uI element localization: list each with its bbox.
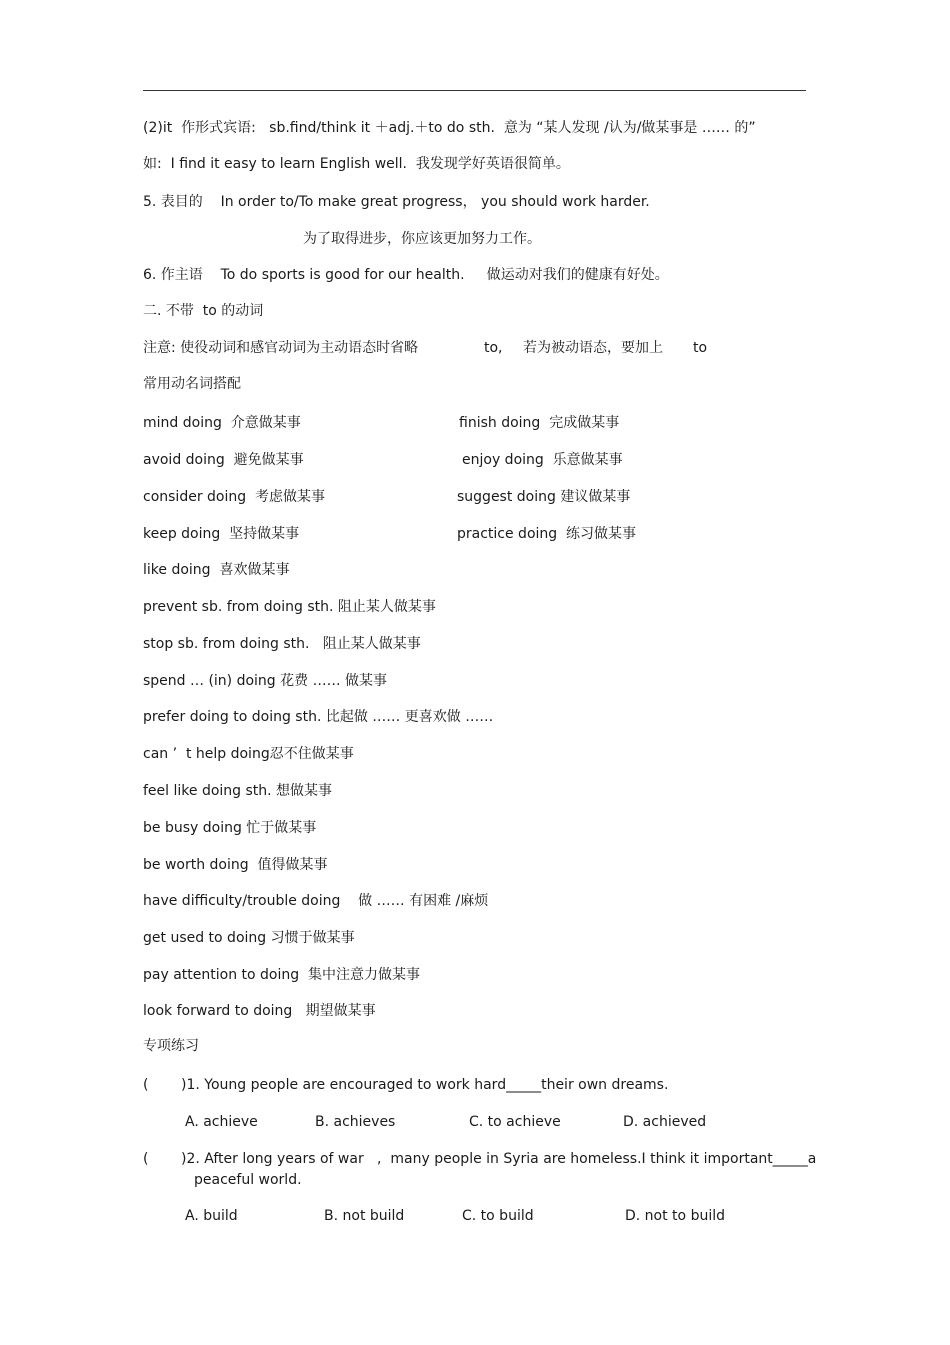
example-line: [143, 155, 570, 173]
phrase-text: finish doing 完成做某事: [459, 415, 620, 431]
question-paren[interactable]: [143, 1150, 148, 1168]
pair-left: [143, 414, 301, 432]
phrase-text: prevent sb. from doing sth. 阻止某人做某事: [143, 599, 436, 615]
option-text[interactable]: B. achieves: [315, 1114, 396, 1130]
question-text: )1. Young people are encouraged to work hard_____their own dreams.: [181, 1077, 669, 1093]
option[interactable]: [469, 1113, 561, 1131]
phrase-line: [143, 561, 289, 579]
line-text: 二. 不带 to 的动词: [143, 303, 264, 319]
phrase-line: [143, 892, 488, 910]
phrase-text: prefer doing to doing sth. 比起做 …… 更喜欢做 ……: [143, 709, 494, 725]
phrase-text: mind doing 介意做某事: [143, 415, 301, 431]
option-text[interactable]: B. not build: [324, 1208, 405, 1224]
phrase-line: [143, 966, 420, 984]
phrase-line: [143, 929, 355, 947]
phrase-text: avoid doing 避免做某事: [143, 452, 304, 468]
option[interactable]: [185, 1207, 238, 1225]
note-line-b: [484, 339, 503, 357]
phrase-text: consider doing 考虑做某事: [143, 489, 326, 505]
gerund-heading: [143, 375, 241, 393]
phrase-text: spend … (in) doing 花费 …… 做某事: [143, 673, 388, 689]
option[interactable]: [462, 1207, 534, 1225]
phrase-text: enjoy doing 乐意做某事: [462, 452, 623, 468]
option-text[interactable]: D. achieved: [623, 1114, 707, 1130]
phrase-text: suggest doing 建议做某事: [457, 489, 631, 505]
line-text: 专项练习: [143, 1038, 199, 1054]
phrase-line: [143, 708, 493, 726]
phrase-text: look forward to doing 期望做某事: [143, 1003, 376, 1019]
phrase-text: feel like doing sth. 想做某事: [143, 783, 333, 799]
option-text[interactable]: A. build: [185, 1208, 238, 1224]
note-line: [143, 339, 418, 357]
option[interactable]: [185, 1113, 258, 1131]
question-stem-continued: [194, 1171, 302, 1189]
line-text: 6. 作主语 To do sports is good for our health. 做运动对我们的健康有好处。: [143, 267, 669, 283]
note-part: 注意: 使役动词和感官动词为主动语态时省略: [143, 340, 419, 356]
phrase-line: [143, 635, 421, 653]
pair-left: [143, 525, 299, 543]
pair-left: [143, 451, 304, 469]
phrase-text: stop sb. from doing sth. 阻止某人做某事: [143, 636, 421, 652]
purpose-translation-line: [303, 230, 541, 248]
purpose-line: [143, 193, 650, 211]
option[interactable]: [623, 1113, 706, 1131]
line-text: 5. 表目的 In order to/To make great progress， you should work harder.: [143, 194, 650, 210]
line-text: 常用动名词搭配: [143, 376, 241, 392]
phrase-text: pay attention to doing 集中注意力做某事: [143, 967, 421, 983]
note-part: to: [693, 340, 708, 356]
pair-right: [457, 525, 636, 543]
phrase-line: [143, 598, 436, 616]
phrase-text: have difficulty/trouble doing 做 …… 有困难 /麻烦: [143, 893, 489, 909]
phrase-line: [143, 856, 328, 874]
phrase-text: keep doing 坚持做某事: [143, 526, 300, 542]
practice-heading: [143, 1037, 199, 1055]
note-line-d: [693, 339, 707, 357]
phrase-text: get used to doing 习惯于做某事: [143, 930, 355, 946]
phrase-line: [143, 745, 354, 763]
option[interactable]: [324, 1207, 404, 1225]
pair-right: [459, 414, 619, 432]
subject-line: [143, 266, 669, 284]
phrase-text: practice doing 练习做某事: [457, 526, 637, 542]
option[interactable]: [315, 1113, 395, 1131]
note-line-c: [523, 339, 663, 357]
question-text: peaceful world.: [194, 1172, 302, 1188]
phrase-line: [143, 672, 387, 690]
question-stem: [181, 1150, 816, 1168]
pair-left: [143, 488, 325, 506]
question-stem: [181, 1076, 668, 1094]
phrase-line: [143, 1002, 376, 1020]
note-part: 若为被动语态，要加上: [523, 340, 663, 356]
question-paren[interactable]: [143, 1076, 148, 1094]
line-text: 为了取得进步，你应该更加努力工作。: [303, 231, 541, 247]
line-text: (2)it 作形式宾语: sb.find/think it ＋adj.＋to do sth. 意为 “某人发现 /认为/做某事是 …… 的”: [143, 120, 756, 136]
question-text: )2. After long years of war , many people in Syria are homeless.I think it important_____a: [181, 1151, 817, 1167]
line-text: 如: I find it easy to learn English well. 我发现学好英语很简单。: [143, 156, 570, 172]
answer-blank[interactable]: (: [143, 1077, 149, 1093]
pair-right: [457, 488, 630, 506]
it-formal-object-line: [143, 119, 756, 137]
header-rule: [143, 90, 806, 91]
answer-blank[interactable]: (: [143, 1151, 149, 1167]
option-text[interactable]: C. to build: [462, 1208, 534, 1224]
pair-right: [462, 451, 623, 469]
option-text[interactable]: D. not to build: [625, 1208, 725, 1224]
section-heading: [143, 302, 263, 320]
phrase-text: be busy doing 忙于做某事: [143, 820, 317, 836]
option-text[interactable]: A. achieve: [185, 1114, 258, 1130]
note-part: to,: [484, 340, 503, 356]
phrase-text: can ’ t help doing忍不住做某事: [143, 746, 354, 762]
phrase-text: like doing 喜欢做某事: [143, 562, 290, 578]
phrase-line: [143, 782, 332, 800]
option-text[interactable]: C. to achieve: [469, 1114, 561, 1130]
option[interactable]: [625, 1207, 725, 1225]
phrase-text: be worth doing 值得做某事: [143, 857, 328, 873]
phrase-line: [143, 819, 316, 837]
